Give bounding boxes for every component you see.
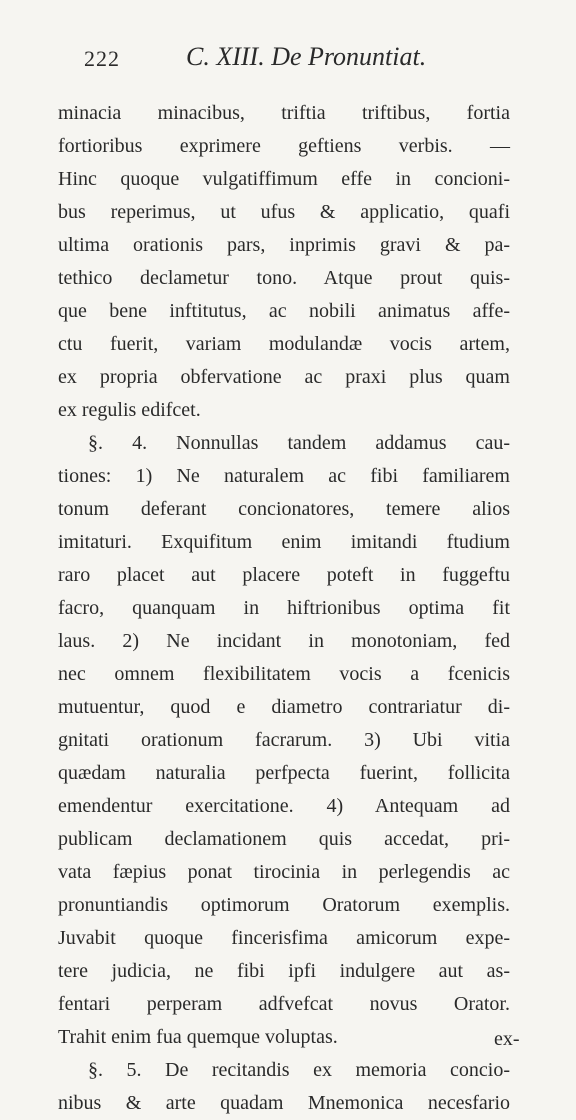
text-line: laus. 2) Ne incidant in monotoniam, fed bbox=[58, 630, 510, 652]
text-line: pronuntiandis optimorum Oratorum exemplis. bbox=[58, 894, 510, 916]
text-line: nibus & arte quadam Mnemonica necesfario bbox=[58, 1092, 510, 1114]
text-line: ex regulis edifcet. bbox=[58, 399, 201, 421]
text-line: publicam declamationem quis accedat, pri- bbox=[58, 828, 510, 850]
text-line: ctu fuerit, variam modulandæ vocis artem, bbox=[58, 333, 510, 355]
text-line: fortioribus exprimere geftiens verbis. — bbox=[58, 135, 510, 157]
text-line: tere judicia, ne fibi ipfi indulgere aut as- bbox=[58, 960, 510, 982]
text-line: §. 4. Nonnullas tandem addamus cau- bbox=[88, 432, 510, 454]
catchword: ex- bbox=[494, 1028, 520, 1050]
text-line: ex propria obfervatione ac praxi plus quam bbox=[58, 366, 510, 388]
text-line: gnitati orationum facrarum. 3) Ubi vitia bbox=[58, 729, 510, 751]
text-line: bus reperimus, ut ufus & applicatio, quafi bbox=[58, 201, 510, 223]
text-line: Hinc quoque vulgatiffimum effe in concioni- bbox=[58, 168, 510, 190]
text-line: minacia minacibus, triftia triftibus, fortia bbox=[58, 102, 510, 124]
text-line: fentari perperam adfvefcat novus Orator. bbox=[58, 993, 510, 1015]
running-title: C. XIII. De Pronuntiat. bbox=[186, 42, 427, 71]
text-line: que bene inftitutus, ac nobili animatus affe- bbox=[58, 300, 510, 322]
text-line: Juvabit quoque fincerisfima amicorum expe- bbox=[58, 927, 510, 949]
text-line: §. 5. De recitandis ex memoria concio- bbox=[88, 1059, 510, 1081]
text-line: ultima orationis pars, inprimis gravi & pa- bbox=[58, 234, 510, 256]
text-line: nec omnem flexibilitatem vocis a fcenicis bbox=[58, 663, 510, 685]
text-line: emendentur exercitatione. 4) Antequam ad bbox=[58, 795, 510, 817]
text-line: tonum deferant concionatores, temere alios bbox=[58, 498, 510, 520]
text-line: tiones: 1) Ne naturalem ac fibi familiarem bbox=[58, 465, 510, 487]
text-line: quædam naturalia perfpecta fuerint, follicita bbox=[58, 762, 510, 784]
text-line: Trahit enim fua quemque voluptas. bbox=[58, 1026, 338, 1048]
text-line: raro placet aut placere poteft in fuggeftu bbox=[58, 564, 510, 586]
text-line: mutuentur, quod e diametro contrariatur di- bbox=[58, 696, 510, 718]
text-line: imitaturi. Exquifitum enim imitandi ftudium bbox=[58, 531, 510, 553]
text-line: facro, quanquam in hiftrionibus optima fit bbox=[58, 597, 510, 619]
text-line: vata fæpius ponat tirocinia in perlegendis ac bbox=[58, 861, 510, 883]
text-line: tethico declametur tono. Atque prout quis- bbox=[58, 267, 510, 289]
page-header bbox=[0, 36, 576, 76]
page-number: 222 bbox=[84, 46, 120, 71]
